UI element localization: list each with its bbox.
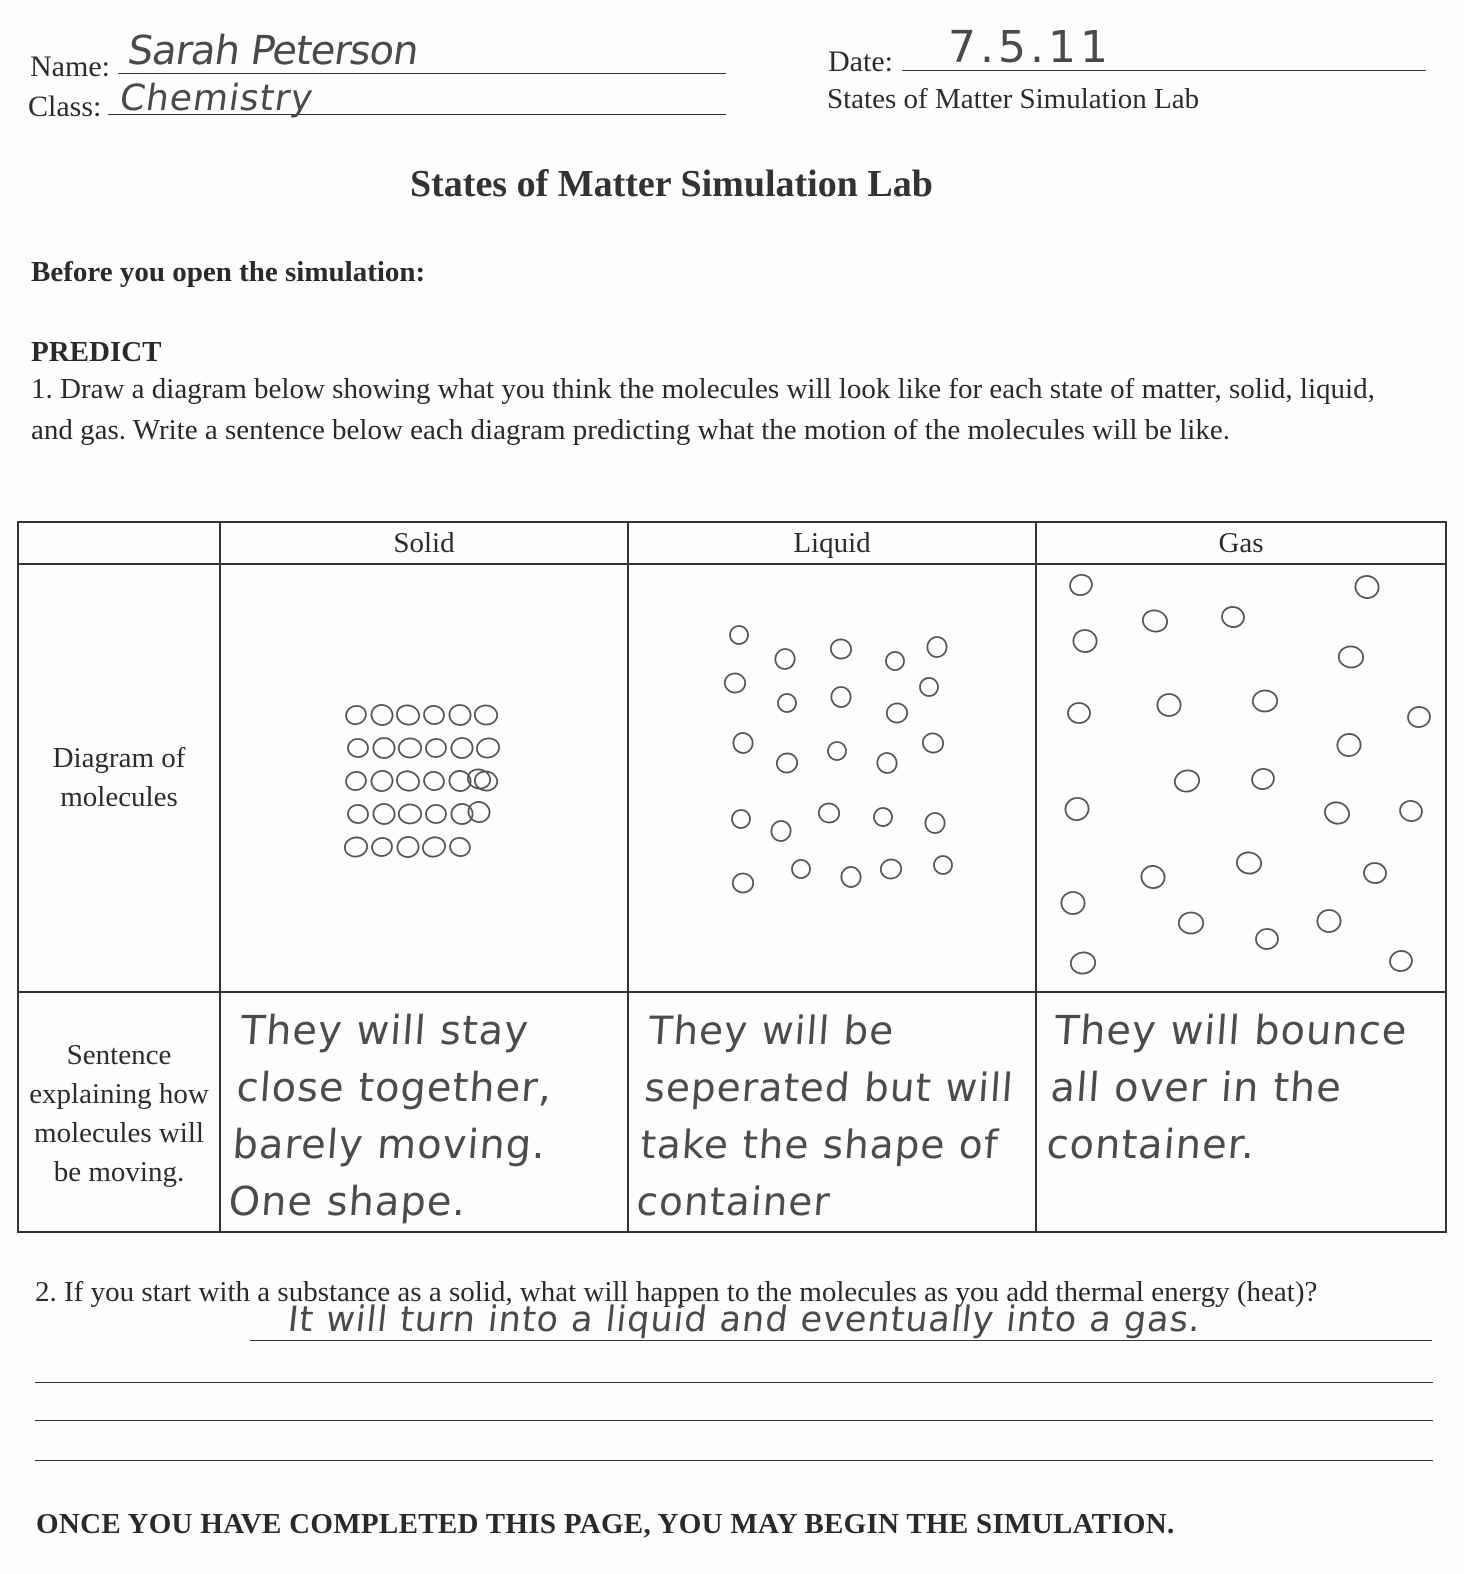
column-header-liquid: Liquid bbox=[628, 522, 1036, 564]
row-label-sentence: Sentence explaining how molecules will be moving. bbox=[18, 992, 220, 1232]
molecule-circle bbox=[395, 835, 421, 860]
molecule-circle bbox=[1067, 572, 1095, 598]
molecule-circle bbox=[1250, 766, 1277, 791]
molecule-circle bbox=[792, 860, 811, 879]
molecule-circle bbox=[370, 836, 393, 858]
molecule-circle bbox=[1353, 573, 1382, 601]
molecule-circle bbox=[1363, 862, 1387, 884]
molecule-circle bbox=[831, 687, 851, 707]
class-value[interactable]: Chemistry bbox=[117, 78, 317, 119]
molecule-circle bbox=[373, 738, 395, 758]
molecule-circle bbox=[724, 673, 746, 694]
molecule-circle bbox=[1322, 799, 1352, 827]
molecule-circle bbox=[474, 705, 498, 726]
column-header-gas: Gas bbox=[1036, 522, 1446, 564]
molecule-circle bbox=[344, 703, 369, 727]
molecule-circle bbox=[344, 770, 368, 793]
molecule-circle bbox=[879, 858, 902, 880]
molecule-circle bbox=[775, 751, 799, 774]
date-label: Date: bbox=[828, 45, 893, 78]
molecule-circle bbox=[732, 731, 754, 754]
molecule-circle bbox=[875, 750, 900, 775]
answer-line-1 bbox=[250, 1340, 1432, 1341]
diagram-gas[interactable] bbox=[1036, 564, 1446, 992]
molecule-circle bbox=[727, 623, 750, 646]
molecule-circle bbox=[369, 768, 396, 794]
molecule-circle bbox=[925, 813, 945, 834]
molecule-circle bbox=[398, 738, 422, 759]
predict-heading: PREDICT bbox=[31, 336, 162, 368]
molecule-circle bbox=[1388, 949, 1414, 973]
date-value[interactable]: 7.5.11 bbox=[948, 22, 1112, 73]
molecule-circle bbox=[1255, 928, 1278, 949]
molecule-circle bbox=[395, 703, 421, 727]
name-value[interactable]: Sarah Peterson bbox=[124, 28, 421, 74]
molecule-circle bbox=[369, 702, 395, 727]
molecule-circle bbox=[1235, 851, 1262, 876]
molecule-circle bbox=[1068, 703, 1091, 724]
molecule-circle bbox=[399, 805, 421, 824]
row-label-diagram: Diagram of molecules bbox=[18, 564, 220, 992]
header-subtitle: States of Matter Simulation Lab bbox=[827, 83, 1200, 115]
sentence-gas: They will bounce all over in the container. bbox=[1045, 1008, 1409, 1168]
molecule-circle bbox=[1336, 732, 1363, 758]
molecule-circle bbox=[829, 637, 853, 660]
molecule-circle bbox=[347, 804, 369, 824]
molecule-circle bbox=[773, 647, 797, 672]
answer-line-3[interactable] bbox=[35, 1420, 1433, 1421]
molecule-circle bbox=[770, 819, 793, 843]
answer-line-4[interactable] bbox=[35, 1460, 1433, 1461]
molecule-circle bbox=[1173, 768, 1201, 794]
molecule-circle bbox=[425, 738, 447, 758]
molecule-circle bbox=[884, 650, 905, 671]
molecule-circle bbox=[1061, 891, 1085, 914]
molecule-circle bbox=[1157, 694, 1181, 716]
molecule-circle bbox=[1252, 690, 1278, 713]
prediction-table bbox=[17, 521, 1447, 1233]
molecule-circle bbox=[840, 866, 861, 888]
question-2-answer[interactable]: It will turn into a liquid and eventually into a gas. bbox=[285, 1300, 1204, 1340]
molecule-circle bbox=[1141, 608, 1170, 634]
molecule-circle bbox=[817, 802, 840, 824]
molecule-circle bbox=[1220, 605, 1245, 629]
name-label: Name: bbox=[30, 50, 110, 83]
molecule-circle bbox=[1069, 951, 1096, 976]
sentence-liquid: They will be seperated but will take the shape of container bbox=[635, 1009, 1016, 1225]
diagram-liquid[interactable] bbox=[628, 564, 1036, 992]
molecule-circle bbox=[373, 803, 395, 824]
molecule-circle bbox=[348, 739, 369, 758]
molecule-circle bbox=[450, 736, 474, 759]
molecule-circle bbox=[394, 769, 421, 794]
molecule-circle bbox=[920, 731, 945, 755]
class-label: Class: bbox=[28, 90, 102, 123]
page-title: States of Matter Simulation Lab bbox=[410, 163, 933, 205]
molecule-circle bbox=[886, 703, 908, 723]
diagram-solid[interactable] bbox=[220, 564, 628, 992]
molecule-circle bbox=[420, 835, 447, 860]
molecule-circle bbox=[426, 804, 447, 823]
molecule-circle bbox=[826, 740, 848, 762]
molecule-circle bbox=[873, 807, 893, 827]
molecule-circle bbox=[422, 704, 445, 725]
molecule-circle bbox=[1062, 795, 1091, 823]
liquid-molecules-drawing bbox=[629, 565, 1037, 991]
footer-instruction: ONCE YOU HAVE COMPLETED THIS PAGE, YOU MAY BEGIN THE SIMULATION. bbox=[36, 1508, 1175, 1540]
molecule-circle bbox=[1139, 864, 1166, 890]
sentence-cell-gas[interactable] bbox=[1036, 992, 1446, 1232]
sentence-cell-solid[interactable] bbox=[220, 992, 628, 1232]
molecule-circle bbox=[475, 736, 501, 760]
table-corner bbox=[18, 522, 220, 564]
molecule-circle bbox=[448, 704, 472, 727]
molecule-circle bbox=[448, 835, 473, 859]
molecule-circle bbox=[1407, 706, 1431, 729]
molecule-circle bbox=[343, 836, 368, 858]
column-header-solid: Solid bbox=[220, 522, 628, 564]
molecule-circle bbox=[730, 808, 752, 830]
molecule-circle bbox=[1398, 798, 1424, 823]
molecule-circle bbox=[1338, 645, 1364, 668]
molecule-circle bbox=[778, 694, 797, 713]
molecule-circle bbox=[932, 854, 953, 875]
molecule-circle bbox=[1316, 909, 1341, 933]
molecule-circle bbox=[919, 677, 939, 697]
sentence-cell-liquid[interactable] bbox=[628, 992, 1036, 1232]
molecule-circle bbox=[422, 770, 446, 793]
question-1: 1. Draw a diagram below showing what you think the molecules will look like for each state of matter, solid, liquid, and gas. Write a sentence below each diagram predicting what the motion of the molecules will be like. bbox=[31, 373, 1375, 446]
molecule-circle bbox=[1072, 628, 1098, 653]
molecule-circle bbox=[1179, 913, 1203, 934]
sentence-solid: They will stay close together, barely moving. One shape. bbox=[227, 1008, 554, 1225]
answer-line-2[interactable] bbox=[35, 1382, 1433, 1383]
solid-molecules-drawing bbox=[221, 565, 629, 991]
before-heading: Before you open the simulation: bbox=[31, 256, 426, 288]
molecule-circle bbox=[926, 636, 948, 658]
molecule-circle bbox=[733, 874, 753, 893]
gas-molecules-drawing bbox=[1037, 565, 1447, 991]
question-2: 2. If you start with a substance as a solid, what will happen to the molecules as you add thermal energy (heat)? bbox=[35, 1276, 1318, 1308]
